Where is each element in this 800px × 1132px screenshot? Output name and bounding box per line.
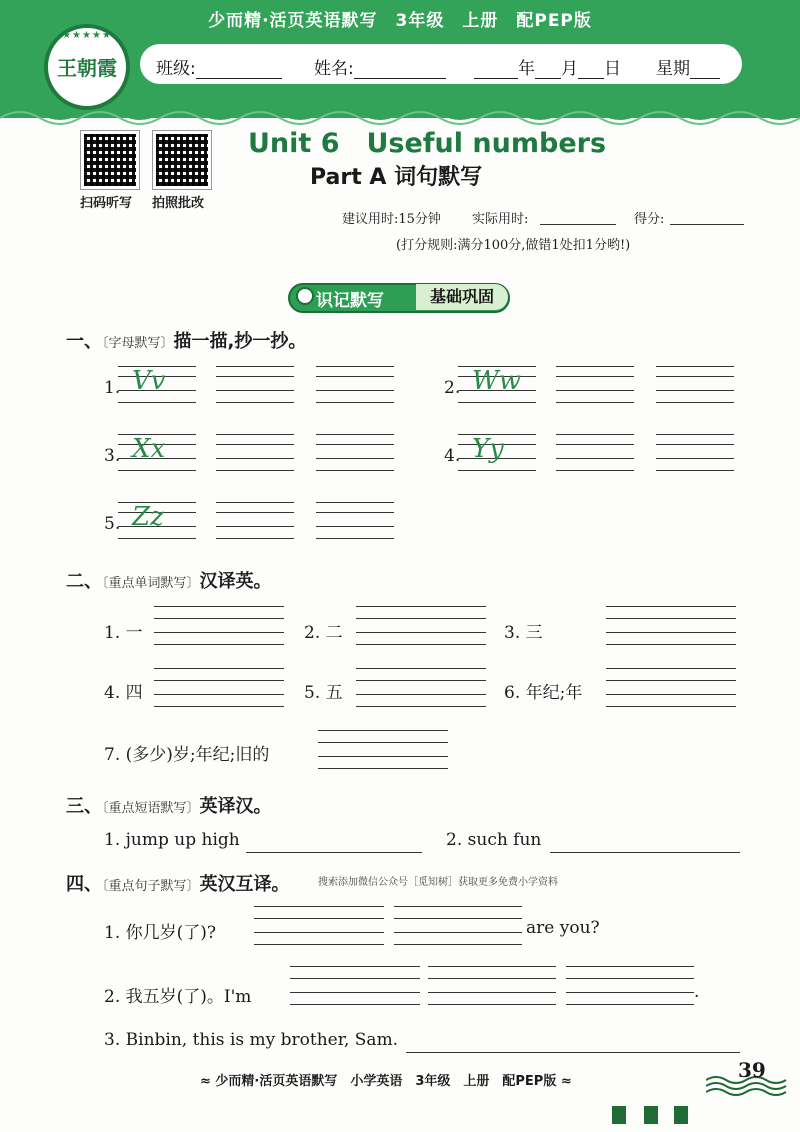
letter-guide-line[interactable] [316, 444, 394, 445]
sentence-answer-line[interactable] [290, 966, 420, 967]
sentence-answer-line[interactable] [290, 978, 420, 979]
word-4-answer-line[interactable] [154, 668, 284, 669]
word-6-answer-line[interactable] [606, 694, 736, 695]
score-label: 得分: [634, 212, 665, 227]
promo-note: 搜索添加微信公众号［觅知树］获取更多免费小学资料 [318, 877, 558, 888]
year-label: 年 [518, 59, 535, 79]
letter-guide-line[interactable] [656, 390, 734, 391]
word-7-answer-line[interactable] [318, 768, 448, 769]
letter-guide-line[interactable] [316, 376, 394, 377]
word-4: 4. 四 [104, 683, 143, 703]
footer-text: ≈ 少而精·活页英语默写 小学英语 3年级 上册 配PEP版 ≈ [200, 1074, 572, 1089]
letter-guide-line [458, 470, 536, 471]
phrase-1: 1. jump up high [104, 830, 240, 850]
word-1-answer-line[interactable] [154, 644, 284, 645]
word-6-answer-line[interactable] [606, 668, 736, 669]
sentence-3: 3. Binbin, this is my brother, Sam. [104, 1030, 399, 1050]
letter-guide-line[interactable] [316, 526, 394, 527]
letter-item-3-number: 3. [104, 446, 121, 466]
traced-letters-2: Ww [472, 366, 521, 396]
traced-letters-5: Zz [132, 502, 164, 532]
sentence-1: 1. 你几岁(了)? [104, 923, 217, 943]
corner-mark-3 [674, 1106, 688, 1124]
letter-guide-line[interactable] [556, 366, 634, 367]
word-7-answer-line[interactable] [318, 742, 448, 743]
sentence-2-tail: . [694, 982, 700, 1002]
letter-item-5-number: 5. [104, 514, 121, 534]
sentence-answer-line[interactable] [428, 966, 556, 967]
letter-guide-line[interactable] [556, 444, 634, 445]
letter-guide-line[interactable] [316, 538, 394, 539]
sentence-answer-line[interactable] [428, 1004, 556, 1005]
unit-title: Unit 6 Useful numbers [248, 128, 607, 159]
letter-guide-line[interactable] [216, 458, 294, 459]
letter-guide-line[interactable] [316, 512, 394, 513]
part-title: Part A 词句默写 [310, 165, 483, 190]
word-1: 1. 一 [104, 623, 143, 643]
word-5-answer-line[interactable] [356, 668, 486, 669]
actual-time-label: 实际用时: [472, 212, 529, 227]
letter-guide-line[interactable] [216, 444, 294, 445]
word-3-answer-line[interactable] [606, 606, 736, 607]
letter-guide-line[interactable] [656, 458, 734, 459]
word-7-answer-line[interactable] [318, 756, 448, 757]
sentence-answer-line[interactable] [566, 966, 694, 967]
word-2-answer-line[interactable] [356, 618, 486, 619]
letter-guide-line[interactable] [216, 526, 294, 527]
word-3-answer-line[interactable] [606, 618, 736, 619]
sentence-answer-line[interactable] [290, 1004, 420, 1005]
letter-item-4-number: 4. [444, 446, 461, 466]
corner-mark-1 [612, 1106, 626, 1124]
weekday-field[interactable] [656, 54, 720, 79]
letter-item-1-number: 1. [104, 378, 121, 398]
word-1-answer-line[interactable] [154, 606, 284, 607]
day-label: 日 [604, 59, 621, 79]
word-4-answer-line[interactable] [154, 680, 284, 681]
section2-heading: 二、〔重点单词默写〕汉译英。 [66, 571, 272, 592]
sentence-answer-line[interactable] [394, 932, 522, 933]
letter-guide-line[interactable] [656, 366, 734, 367]
badge-left-text: 识记默写 [316, 291, 384, 311]
letter-guide-line[interactable] [316, 470, 394, 471]
qr-photo[interactable] [152, 130, 212, 190]
letter-guide-line [118, 470, 196, 471]
sentence-answer-line[interactable] [428, 978, 556, 979]
letter-guide-line[interactable] [216, 390, 294, 391]
letter-guide-line[interactable] [656, 376, 734, 377]
letter-guide-line[interactable] [556, 458, 634, 459]
letter-guide-line[interactable] [556, 390, 634, 391]
word-5: 5. 五 [304, 683, 343, 703]
page-number: 39 [738, 1058, 766, 1082]
letter-guide-line [118, 538, 196, 539]
section3-heading: 三、〔重点短语默写〕英译汉。 [66, 796, 272, 817]
sentence-answer-line[interactable] [254, 932, 384, 933]
word-4-answer-line[interactable] [154, 706, 284, 707]
letter-guide-line[interactable] [216, 512, 294, 513]
word-4-answer-line[interactable] [154, 694, 284, 695]
phrase-2: 2. such fun [446, 830, 542, 850]
name-field[interactable] [314, 54, 446, 79]
sentence-answer-line[interactable] [428, 992, 556, 993]
letter-guide-line[interactable] [216, 366, 294, 367]
badge-right-text: 基础巩固 [416, 284, 508, 310]
letter-guide-line[interactable] [316, 390, 394, 391]
letter-guide-line[interactable] [216, 502, 294, 503]
sentence-answer-line[interactable] [566, 978, 694, 979]
letter-guide-line[interactable] [556, 470, 634, 471]
class-label: 班级: [156, 59, 196, 79]
letter-guide-line[interactable] [316, 458, 394, 459]
week-label: 星期 [656, 59, 690, 79]
class-field[interactable] [156, 54, 282, 79]
word-2-answer-line[interactable] [356, 632, 486, 633]
section1-heading: 一、〔字母默写〕描一描,抄一抄。 [66, 331, 307, 352]
sentence-answer-line[interactable] [394, 944, 522, 945]
letter-guide-line[interactable] [316, 502, 394, 503]
qr-photo-label: 拍照批改 [152, 196, 205, 211]
sentence-answer-line[interactable] [254, 918, 384, 919]
word-1-answer-line[interactable] [154, 618, 284, 619]
letter-guide-line[interactable] [556, 376, 634, 377]
sentence-answer-line[interactable] [566, 1004, 694, 1005]
word-5-answer-line[interactable] [356, 706, 486, 707]
word-1-answer-line[interactable] [154, 632, 284, 633]
sentence-2: 2. 我五岁(了)。I'm [104, 987, 252, 1007]
traced-letters-4: Yy [472, 434, 504, 464]
word-6-answer-line[interactable] [606, 680, 736, 681]
traced-letters-3: Xx [132, 434, 166, 464]
sentence-answer-line[interactable] [254, 944, 384, 945]
letter-guide-line[interactable] [316, 402, 394, 403]
section4-heading: 四、〔重点句子默写〕英汉互译。 [66, 874, 290, 895]
sentence-answer-line[interactable] [566, 992, 694, 993]
word-3-answer-line[interactable] [606, 644, 736, 645]
letter-guide-line[interactable] [656, 444, 734, 445]
word-6: 6. 年纪;年 [504, 683, 583, 703]
suggest-time: 建议用时:15分钟 [342, 212, 441, 227]
word-5-answer-line[interactable] [356, 680, 486, 681]
letter-guide-line[interactable] [216, 470, 294, 471]
month-label: 月 [561, 59, 578, 79]
sentence-3-answer-line[interactable] [406, 1052, 740, 1053]
letter-guide-line[interactable] [216, 538, 294, 539]
logo-text: 王朝霞 [57, 56, 117, 80]
word-2-answer-line[interactable] [356, 606, 486, 607]
word-2-answer-line[interactable] [356, 644, 486, 645]
letter-guide-line[interactable] [656, 434, 734, 435]
sentence-answer-line[interactable] [394, 906, 522, 907]
letter-guide-line[interactable] [656, 402, 734, 403]
letter-guide-line[interactable] [656, 470, 734, 471]
name-label: 姓名: [314, 59, 354, 79]
letter-guide-line[interactable] [316, 366, 394, 367]
medal-icon [296, 287, 314, 305]
series-title: 少而精·活页英语默写 3年级 上册 配PEP版 [208, 11, 592, 31]
sentence-answer-line[interactable] [394, 918, 522, 919]
word-2: 2. 二 [304, 623, 343, 643]
word-7-answer-line[interactable] [318, 730, 448, 731]
scoring-rule: (打分规则:满分100分,做错1处扣1分哟!) [396, 238, 631, 253]
word-5-answer-line[interactable] [356, 694, 486, 695]
letter-guide-line[interactable] [216, 402, 294, 403]
word-3-answer-line[interactable] [606, 632, 736, 633]
letter-guide-line [458, 402, 536, 403]
letter-item-2-number: 2. [444, 378, 461, 398]
logo-stars: ★★★★★ [62, 30, 112, 41]
letter-guide-line[interactable] [216, 434, 294, 435]
date-field[interactable] [474, 54, 621, 79]
letter-guide-line[interactable] [556, 402, 634, 403]
letter-guide-line[interactable] [556, 434, 634, 435]
traced-letters-1: Vv [132, 366, 166, 396]
sentence-answer-line[interactable] [254, 906, 384, 907]
word-6-answer-line[interactable] [606, 706, 736, 707]
qr-listen-label: 扫码听写 [80, 196, 133, 211]
corner-mark-2 [644, 1106, 658, 1124]
word-3: 3. 三 [504, 623, 543, 643]
letter-guide-line [118, 402, 196, 403]
qr-listen[interactable] [80, 130, 140, 190]
sentence-answer-line[interactable] [290, 992, 420, 993]
sentence-1-tail: are you? [526, 918, 600, 938]
phrase-1-answer-line[interactable] [246, 852, 422, 853]
letter-guide-line[interactable] [216, 376, 294, 377]
phrase-2-answer-line[interactable] [550, 852, 740, 853]
word-7: 7. (多少)岁;年纪;旧的 [104, 745, 270, 765]
letter-guide-line[interactable] [316, 434, 394, 435]
